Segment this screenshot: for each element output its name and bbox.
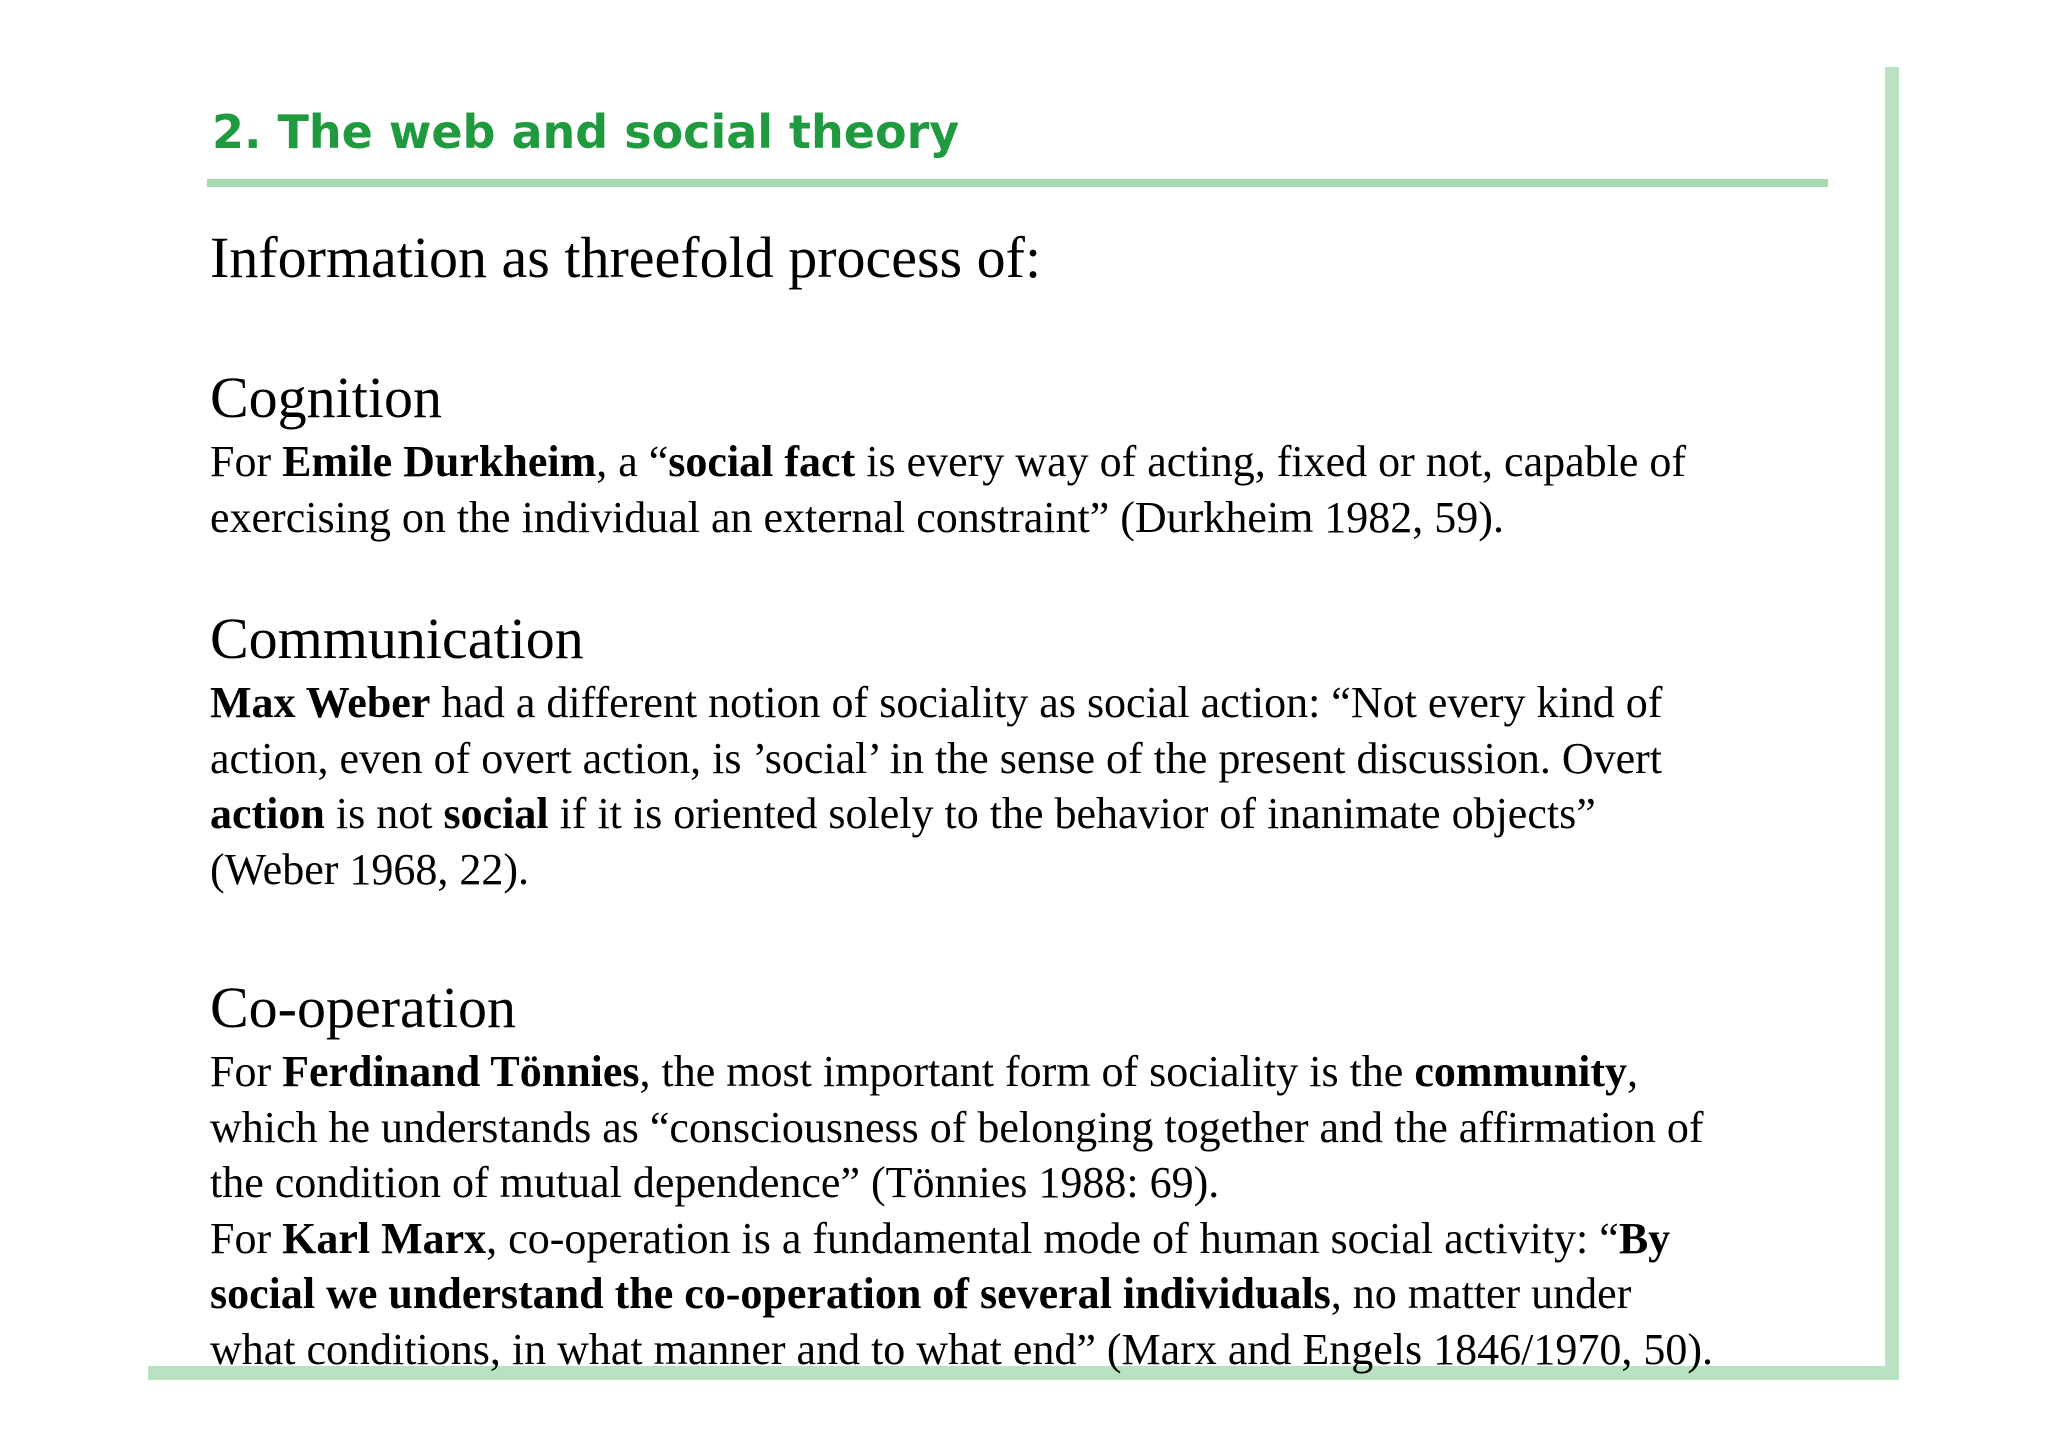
section-cooperation <box>210 972 1850 1377</box>
text-line <box>210 731 1850 787</box>
text-run: , no matter under <box>1330 1269 1632 1318</box>
bold-text-run: Emile Durkheim <box>282 437 597 486</box>
paragraph-cognition <box>210 434 1850 545</box>
text-run: exercising on the individual an external constraint” (Durkheim 1982, 59). <box>210 492 1504 542</box>
bold-text-run: Ferdinand Tönnies <box>282 1047 640 1096</box>
bold-text-run: social fact <box>668 437 856 486</box>
text-line <box>210 675 1850 731</box>
text-line <box>210 786 1850 842</box>
text-line <box>210 1211 1850 1267</box>
bold-text-run: social we understand the co-operation of several individuals <box>210 1269 1331 1318</box>
section-heading-cognition: Cognition <box>210 365 443 430</box>
text-run: , co-operation is a fundamental mode of human social activity: “ <box>486 1213 1619 1263</box>
section-cognition <box>210 362 1850 545</box>
bold-text-run: By <box>1618 1213 1671 1263</box>
intro-text: Information as threefold process of: <box>210 225 1042 290</box>
title-divider <box>207 179 1828 187</box>
text-line <box>210 1266 1850 1322</box>
slide-title: 2. The web and social theory <box>212 105 960 159</box>
text-run: , <box>1626 1047 1638 1096</box>
text-run: had a different notion of sociality as social action: “Not every kind of <box>430 678 1663 727</box>
text-run: which he understands as “consciousness of belonging together and the affirmation of <box>210 1102 1704 1152</box>
text-run: if it is oriented solely to the behavior of inanimate objects” <box>548 789 1596 838</box>
right-frame-bar <box>1885 67 1899 1380</box>
text-run: the condition of mutual dependence” (Tönnies 1988: 69). <box>210 1158 1220 1207</box>
text-line <box>210 434 1850 490</box>
text-run: , a “ <box>596 437 669 486</box>
bold-text-run: action <box>210 789 325 838</box>
text-run: is not <box>324 789 444 838</box>
text-run: (Weber 1968, 22). <box>210 844 530 894</box>
bold-text-run: Max Weber <box>210 678 431 727</box>
bold-text-run: community <box>1414 1047 1627 1096</box>
bold-text-run: Karl Marx <box>282 1213 487 1263</box>
text-line <box>210 842 1850 898</box>
text-run: action, even of overt action, is ’social’ in the sense of the present discussion. Overt <box>210 733 1662 783</box>
text-run: what conditions, in what manner and to what end” (Marx and Engels 1846/1970, 50). <box>210 1324 1714 1374</box>
text-line <box>210 1322 1850 1378</box>
text-line <box>210 490 1850 546</box>
text-run: For <box>210 437 283 486</box>
section-communication <box>210 603 1850 897</box>
section-heading-communication: Communication <box>210 606 584 671</box>
bold-text-run: social <box>443 789 549 838</box>
paragraph-cooperation <box>210 1044 1850 1377</box>
text-run: is every way of acting, fixed or not, capable of <box>855 437 1687 486</box>
section-heading-cooperation: Co-operation <box>210 975 517 1040</box>
slide-body <box>210 222 1850 1377</box>
text-line <box>210 1044 1850 1100</box>
text-run: , the most important form of sociality is the <box>639 1047 1415 1096</box>
text-run: For <box>210 1047 283 1096</box>
text-line <box>210 1100 1850 1156</box>
text-line <box>210 1155 1850 1211</box>
text-run: For <box>210 1213 283 1263</box>
paragraph-communication <box>210 675 1850 897</box>
